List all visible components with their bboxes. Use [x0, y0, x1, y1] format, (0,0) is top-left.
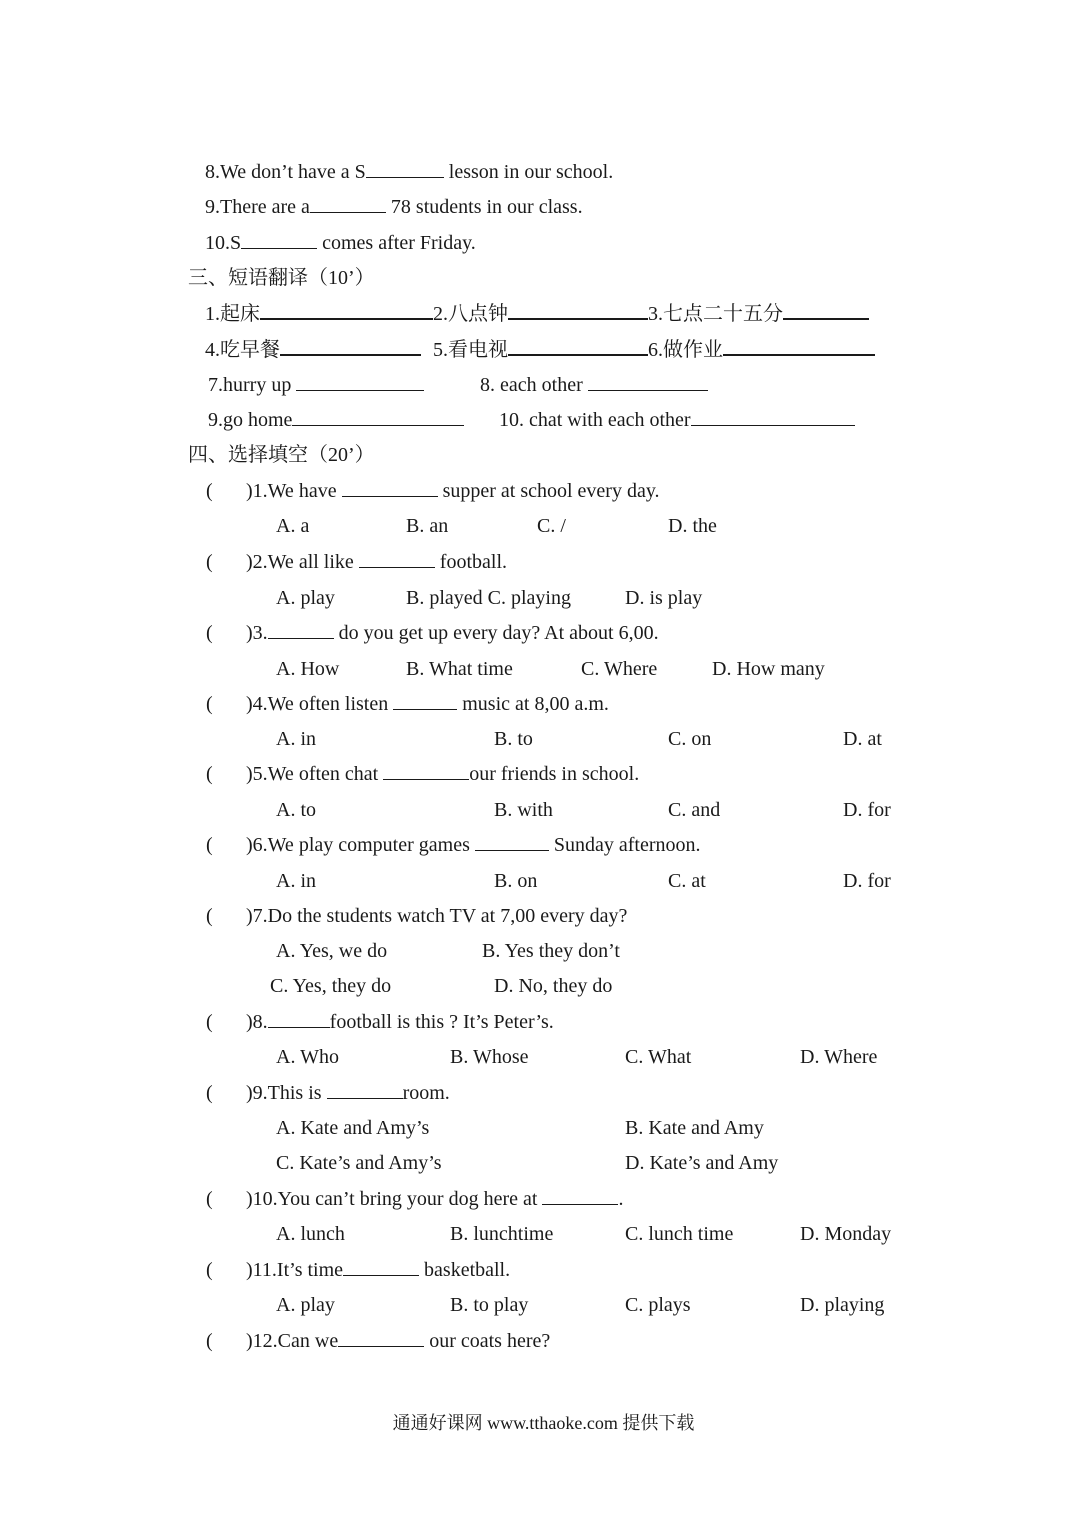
question-9	[246, 1081, 450, 1105]
question-1	[246, 479, 660, 503]
option-b[interactable]: B. on	[494, 870, 538, 892]
question-5	[246, 762, 639, 786]
footer-download-note: 通通好课网 www.tthaoke.com 提供下载	[392, 1413, 695, 1433]
question-6-tail: Sunday afternoon.	[548, 834, 701, 856]
question-5-stem: )5.We often chat	[246, 763, 384, 785]
option-c[interactable]: C. on	[668, 728, 712, 750]
option-c[interactable]: C. /	[537, 515, 566, 537]
question-1-stem: )1.We have	[246, 480, 342, 502]
option-b-c[interactable]: B. played C. playing	[406, 587, 571, 609]
question-2-tail: football.	[434, 551, 508, 573]
answer-blank[interactable]	[542, 1187, 618, 1205]
vocab-line-9	[205, 195, 583, 219]
phrase-item-3: 3.七点二十五分	[648, 303, 783, 325]
answer-blank[interactable]	[383, 762, 469, 780]
answer-blank[interactable]	[327, 1081, 403, 1099]
phrase-row-3b	[480, 373, 708, 397]
phrase-row-4	[208, 408, 464, 432]
option-c[interactable]: C. Yes, they do	[270, 975, 392, 997]
answer-blank[interactable]	[310, 195, 386, 213]
phrase-item-4: 4.吃早餐	[205, 339, 280, 361]
answer-paren[interactable]: (	[206, 763, 213, 785]
option-b[interactable]: B. to	[494, 728, 533, 750]
question-4	[246, 692, 609, 716]
option-b[interactable]: B. lunchtime	[450, 1223, 554, 1245]
vocab-10-pre: 10.S	[205, 232, 242, 254]
question-7-stem: )7.Do the students watch TV at 7,00 every day?	[246, 905, 628, 927]
question-8-stem: )8.	[246, 1011, 268, 1033]
vocab-9-post: 78 students in our class.	[385, 196, 583, 218]
answer-blank[interactable]	[508, 301, 648, 320]
question-1-tail: supper at school every day.	[437, 480, 660, 502]
answer-blank[interactable]	[342, 479, 438, 497]
answer-paren[interactable]: (	[206, 693, 213, 715]
option-a[interactable]: A. Who	[276, 1046, 339, 1068]
option-c[interactable]: C. lunch time	[625, 1223, 734, 1245]
option-b[interactable]: B. an	[406, 515, 449, 537]
option-b[interactable]: B. Whose	[450, 1046, 529, 1068]
option-c[interactable]: C. at	[668, 870, 706, 892]
phrase-item-8: 8. each other	[480, 374, 583, 396]
option-a[interactable]: A. play	[276, 1294, 335, 1316]
option-b[interactable]: B. to play	[450, 1294, 529, 1316]
option-b[interactable]: B. Yes they don’t	[482, 940, 620, 962]
phrase-item-6: 6.做作业	[648, 339, 723, 361]
option-d[interactable]: D. Where	[800, 1046, 878, 1068]
option-c[interactable]: C. and	[668, 799, 721, 821]
option-a[interactable]: A. Kate and Amy’s	[276, 1117, 430, 1139]
answer-paren[interactable]: (	[206, 905, 213, 927]
answer-paren[interactable]: (	[206, 622, 213, 644]
phrase-item-2: 2.八点钟	[433, 303, 508, 325]
option-a[interactable]: A. in	[276, 728, 316, 750]
answer-blank[interactable]	[343, 1258, 419, 1276]
question-12	[246, 1329, 550, 1353]
answer-paren[interactable]: (	[206, 1188, 213, 1210]
question-9-stem: )9.This is	[246, 1082, 327, 1104]
section4-title: 四、选择填空（20’）	[188, 444, 375, 466]
phrase-item-9: 9.go home	[208, 409, 293, 431]
answer-blank[interactable]	[393, 692, 457, 710]
answer-blank[interactable]	[241, 231, 317, 249]
option-a[interactable]: A. a	[276, 515, 310, 537]
question-10	[246, 1187, 623, 1211]
vocab-9-pre: 9.There are a	[205, 196, 310, 218]
phrase-item-7: 7.hurry up	[208, 374, 292, 396]
option-d[interactable]: D. for	[843, 799, 891, 821]
question-8	[246, 1010, 554, 1034]
option-d[interactable]: D. for	[843, 870, 891, 892]
question-8-tail: football is this ? It’s Peter’s.	[329, 1011, 554, 1033]
question-11	[246, 1258, 510, 1282]
phrase-row-4b	[499, 408, 855, 432]
option-d[interactable]: D. the	[668, 515, 717, 537]
answer-blank[interactable]	[475, 833, 549, 851]
phrase-row-3	[208, 373, 424, 397]
option-d[interactable]: D. Kate’s and Amy	[625, 1152, 779, 1174]
option-b[interactable]: B. Kate and Amy	[625, 1117, 764, 1139]
question-10-tail: .	[618, 1188, 624, 1210]
vocab-line-8	[205, 160, 613, 184]
question-3-tail: do you get up every day? At about 6,00.	[333, 622, 659, 644]
option-c[interactable]: C. Kate’s and Amy’s	[276, 1152, 442, 1174]
vocab-line-10	[205, 231, 476, 255]
option-a[interactable]: A. lunch	[276, 1223, 345, 1245]
option-b[interactable]: B. with	[494, 799, 553, 821]
vocab-8-pre: 8.We don’t have a S	[205, 161, 366, 183]
question-2	[246, 550, 507, 574]
question-11-tail: basketball.	[419, 1259, 511, 1281]
question-4-stem: )4.We often listen	[246, 693, 394, 715]
option-c[interactable]: C. What	[625, 1046, 692, 1068]
option-d[interactable]: D. No, they do	[494, 975, 613, 997]
phrase-item-10: 10. chat with each other	[499, 409, 691, 431]
phrase-item-5: 5.看电视	[433, 339, 508, 361]
option-a[interactable]: A. to	[276, 799, 316, 821]
answer-blank[interactable]	[280, 337, 421, 356]
answer-paren[interactable]: (	[206, 1011, 213, 1033]
answer-paren[interactable]: (	[206, 1259, 213, 1281]
section3-title: 三、短语翻译（10’）	[188, 267, 375, 289]
answer-paren[interactable]: (	[206, 480, 213, 502]
phrase-row-2	[205, 337, 875, 362]
question-4-tail: music at 8,00 a.m.	[457, 693, 609, 715]
answer-blank[interactable]	[723, 337, 875, 356]
answer-blank[interactable]	[508, 337, 648, 356]
answer-paren[interactable]: (	[206, 834, 213, 856]
question-2-stem: )2.We all like	[246, 551, 359, 573]
question-6-stem: )6.We play computer games	[246, 834, 475, 856]
option-b[interactable]: B. What time	[406, 658, 513, 680]
option-d[interactable]: D. How many	[712, 658, 825, 680]
answer-blank[interactable]	[338, 1329, 424, 1347]
answer-blank[interactable]	[691, 408, 855, 426]
question-3	[246, 621, 659, 645]
option-c[interactable]: C. plays	[625, 1294, 691, 1316]
answer-blank[interactable]	[268, 1010, 330, 1028]
answer-paren[interactable]: (	[206, 551, 213, 573]
answer-blank[interactable]	[366, 160, 444, 178]
option-d[interactable]: D. playing	[800, 1294, 885, 1316]
option-a[interactable]: A. in	[276, 870, 316, 892]
question-7	[246, 904, 627, 928]
option-d[interactable]: D. Monday	[800, 1223, 892, 1245]
question-11-stem: )11.It’s time	[246, 1259, 344, 1281]
question-5-tail: our friends in school.	[469, 763, 640, 785]
answer-blank[interactable]	[292, 408, 464, 426]
phrase-item-1: 1.起床	[205, 303, 260, 325]
option-a[interactable]: A. How	[276, 658, 340, 680]
answer-paren[interactable]: (	[206, 1330, 213, 1352]
option-d[interactable]: D. at	[843, 728, 882, 750]
question-12-tail: our coats here?	[424, 1330, 551, 1352]
question-9-tail: room.	[402, 1082, 450, 1104]
question-12-stem: )12.Can we	[246, 1330, 339, 1352]
vocab-8-post: lesson in our school.	[443, 161, 614, 183]
question-6	[246, 833, 701, 857]
answer-blank[interactable]	[260, 301, 433, 320]
answer-paren[interactable]: (	[206, 1082, 213, 1104]
answer-blank[interactable]	[588, 373, 708, 391]
phrase-row-1	[205, 301, 869, 326]
vocab-10-post: comes after Friday.	[317, 232, 476, 254]
answer-blank[interactable]	[268, 621, 334, 639]
answer-blank[interactable]	[296, 373, 424, 391]
question-3-stem: )3.	[246, 622, 268, 644]
option-d[interactable]: D. is play	[625, 587, 703, 609]
option-a[interactable]: A. Yes, we do	[276, 940, 388, 962]
question-10-stem: )10.You can’t bring your dog here at	[246, 1188, 543, 1210]
answer-blank[interactable]	[783, 301, 869, 320]
answer-blank[interactable]	[359, 550, 435, 568]
option-a[interactable]: A. play	[276, 587, 335, 609]
option-c[interactable]: C. Where	[581, 658, 658, 680]
